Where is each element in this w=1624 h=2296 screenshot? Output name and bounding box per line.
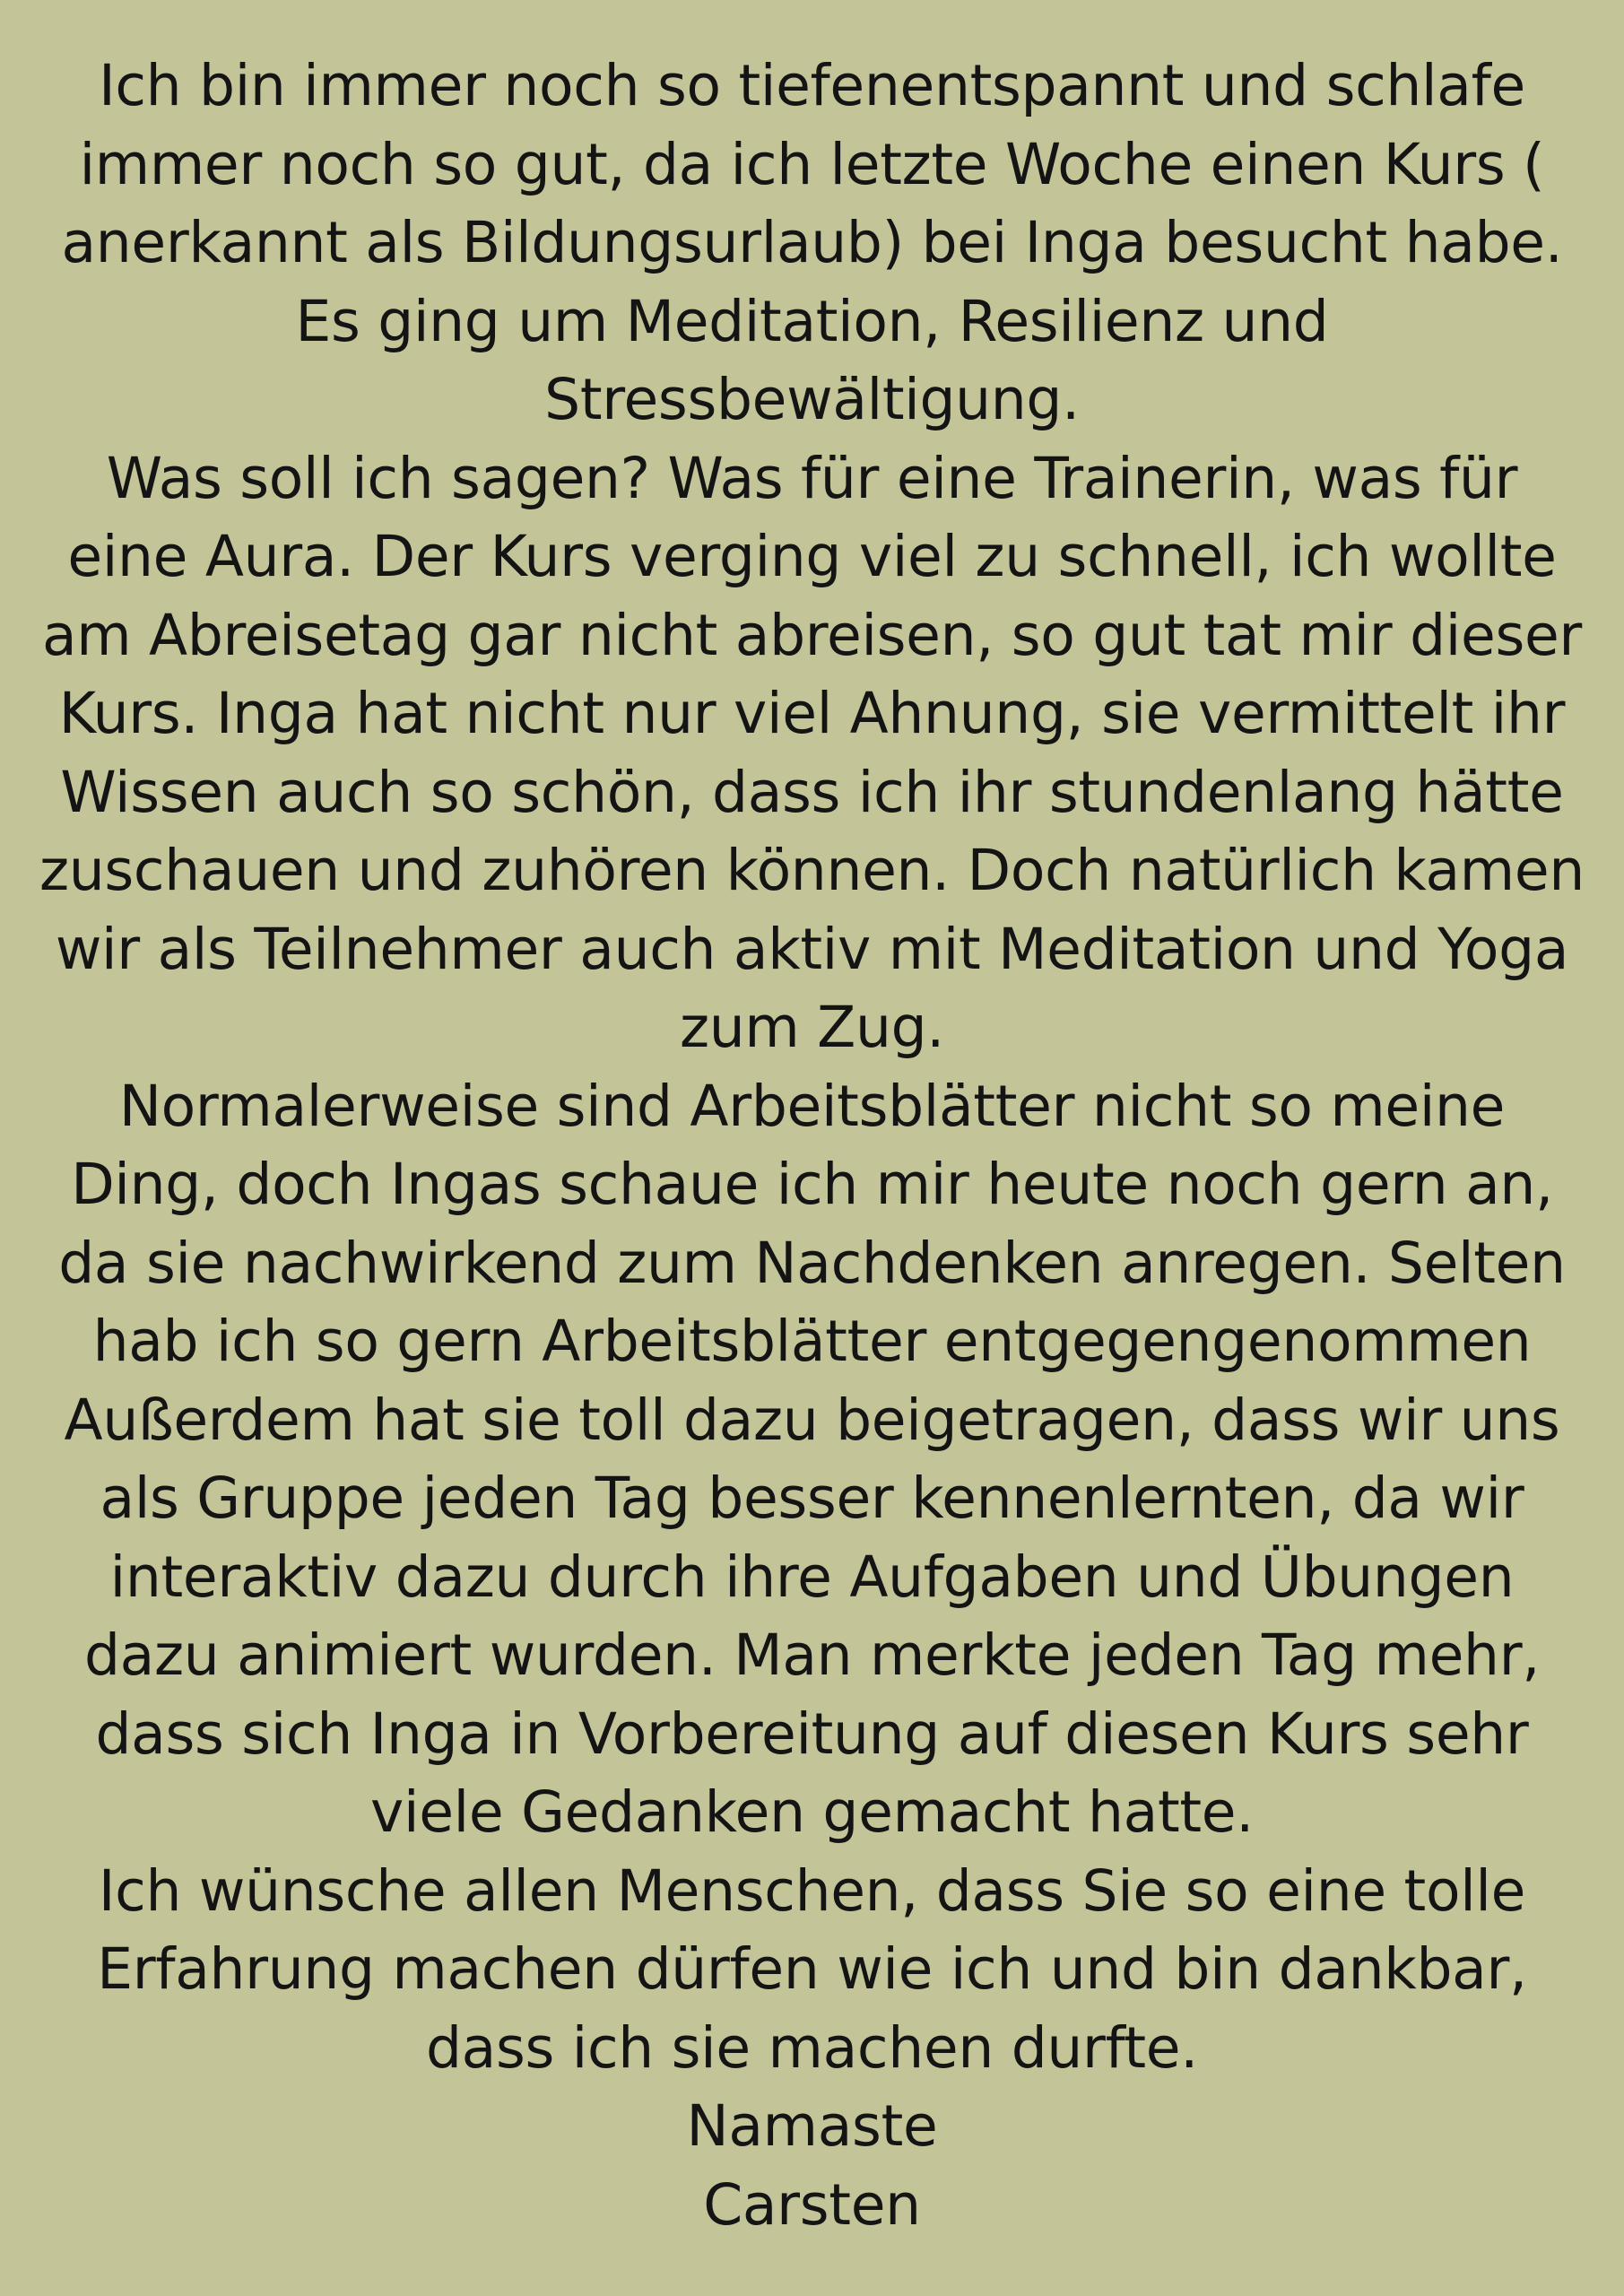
testimonial-line: viele Gedanken gemacht hatte. [370,1779,1254,1845]
greeting: Namaste [686,2093,938,2159]
testimonial-line: eine Aura. Der Kurs verging viel zu schnell, ich wollte [67,524,1557,589]
testimonial-line: hab ich so gern Arbeitsblätter entgegengenommen [92,1309,1532,1374]
testimonial-line: dazu animiert wurden. Man merkte jeden Tag mehr, [83,1622,1541,1688]
testimonial-line: Stressbewältigung. [544,367,1080,432]
testimonial-line: da sie nachwirkend zum Nachdenken anregen. Selten [58,1230,1566,1296]
testimonial-line: Ich bin immer noch so tiefenentspannt und schlafe [99,53,1525,118]
testimonial-line: am Abreisetag gar nicht abreisen, so gut tat mir dieser [41,602,1583,668]
testimonial-line: Ich wünsche allen Menschen, dass Sie so eine tolle [98,1857,1526,1924]
testimonial-line: dass sich Inga in Vorbereitung auf diesen Kurs sehr [95,1700,1529,1767]
testimonial-line: als Gruppe jeden Tag besser kennenlernten, da wir [100,1465,1524,1531]
testimonial-line: Wissen auch so schön, dass ich ihr stundenlang hätte [60,759,1564,825]
testimonial-line: Außerdem hat sie toll dazu beigetragen, dass wir uns [64,1387,1560,1453]
testimonial-line: wir als Teilnehmer auch aktiv mit Meditation und Yoga [55,916,1569,982]
testimonial-line: zuschauen und zuhören können. Doch natürlich kamen [39,838,1585,903]
testimonial-line: Erfahrung machen dürfen wie ich und bin dankbar, [97,1936,1527,2002]
testimonial-line: dass ich sie machen durfte. [425,2014,1198,2081]
testimonial-line: Was soll ich sagen? Was für eine Trainerin, was für [106,445,1518,511]
testimonial-line: Normalerweise sind Arbeitsblätter nicht so meine [118,1073,1506,1139]
testimonial-line: interaktiv dazu durch ihre Aufgaben und Übungen [109,1544,1515,1610]
testimonial-line: zum Zug. [679,995,945,1060]
testimonial-line: Ding, doch Ingas schaue ich mir heute noch gern an, [71,1152,1553,1217]
author-signature: Carsten [703,2171,921,2238]
testimonial-line: Es ging um Meditation, Resilienz und [295,288,1329,354]
testimonial-line: Kurs. Inga hat nicht nur viel Ahnung, sie vermittelt ihr [58,681,1566,746]
testimonial-line: anerkannt als Bildungsurlaub) bei Inga besucht habe. [61,210,1563,275]
testimonial-line: immer noch so gut, da ich letzte Woche einen Kurs ( [79,131,1545,197]
testimonial-text [13,47,1611,2244]
